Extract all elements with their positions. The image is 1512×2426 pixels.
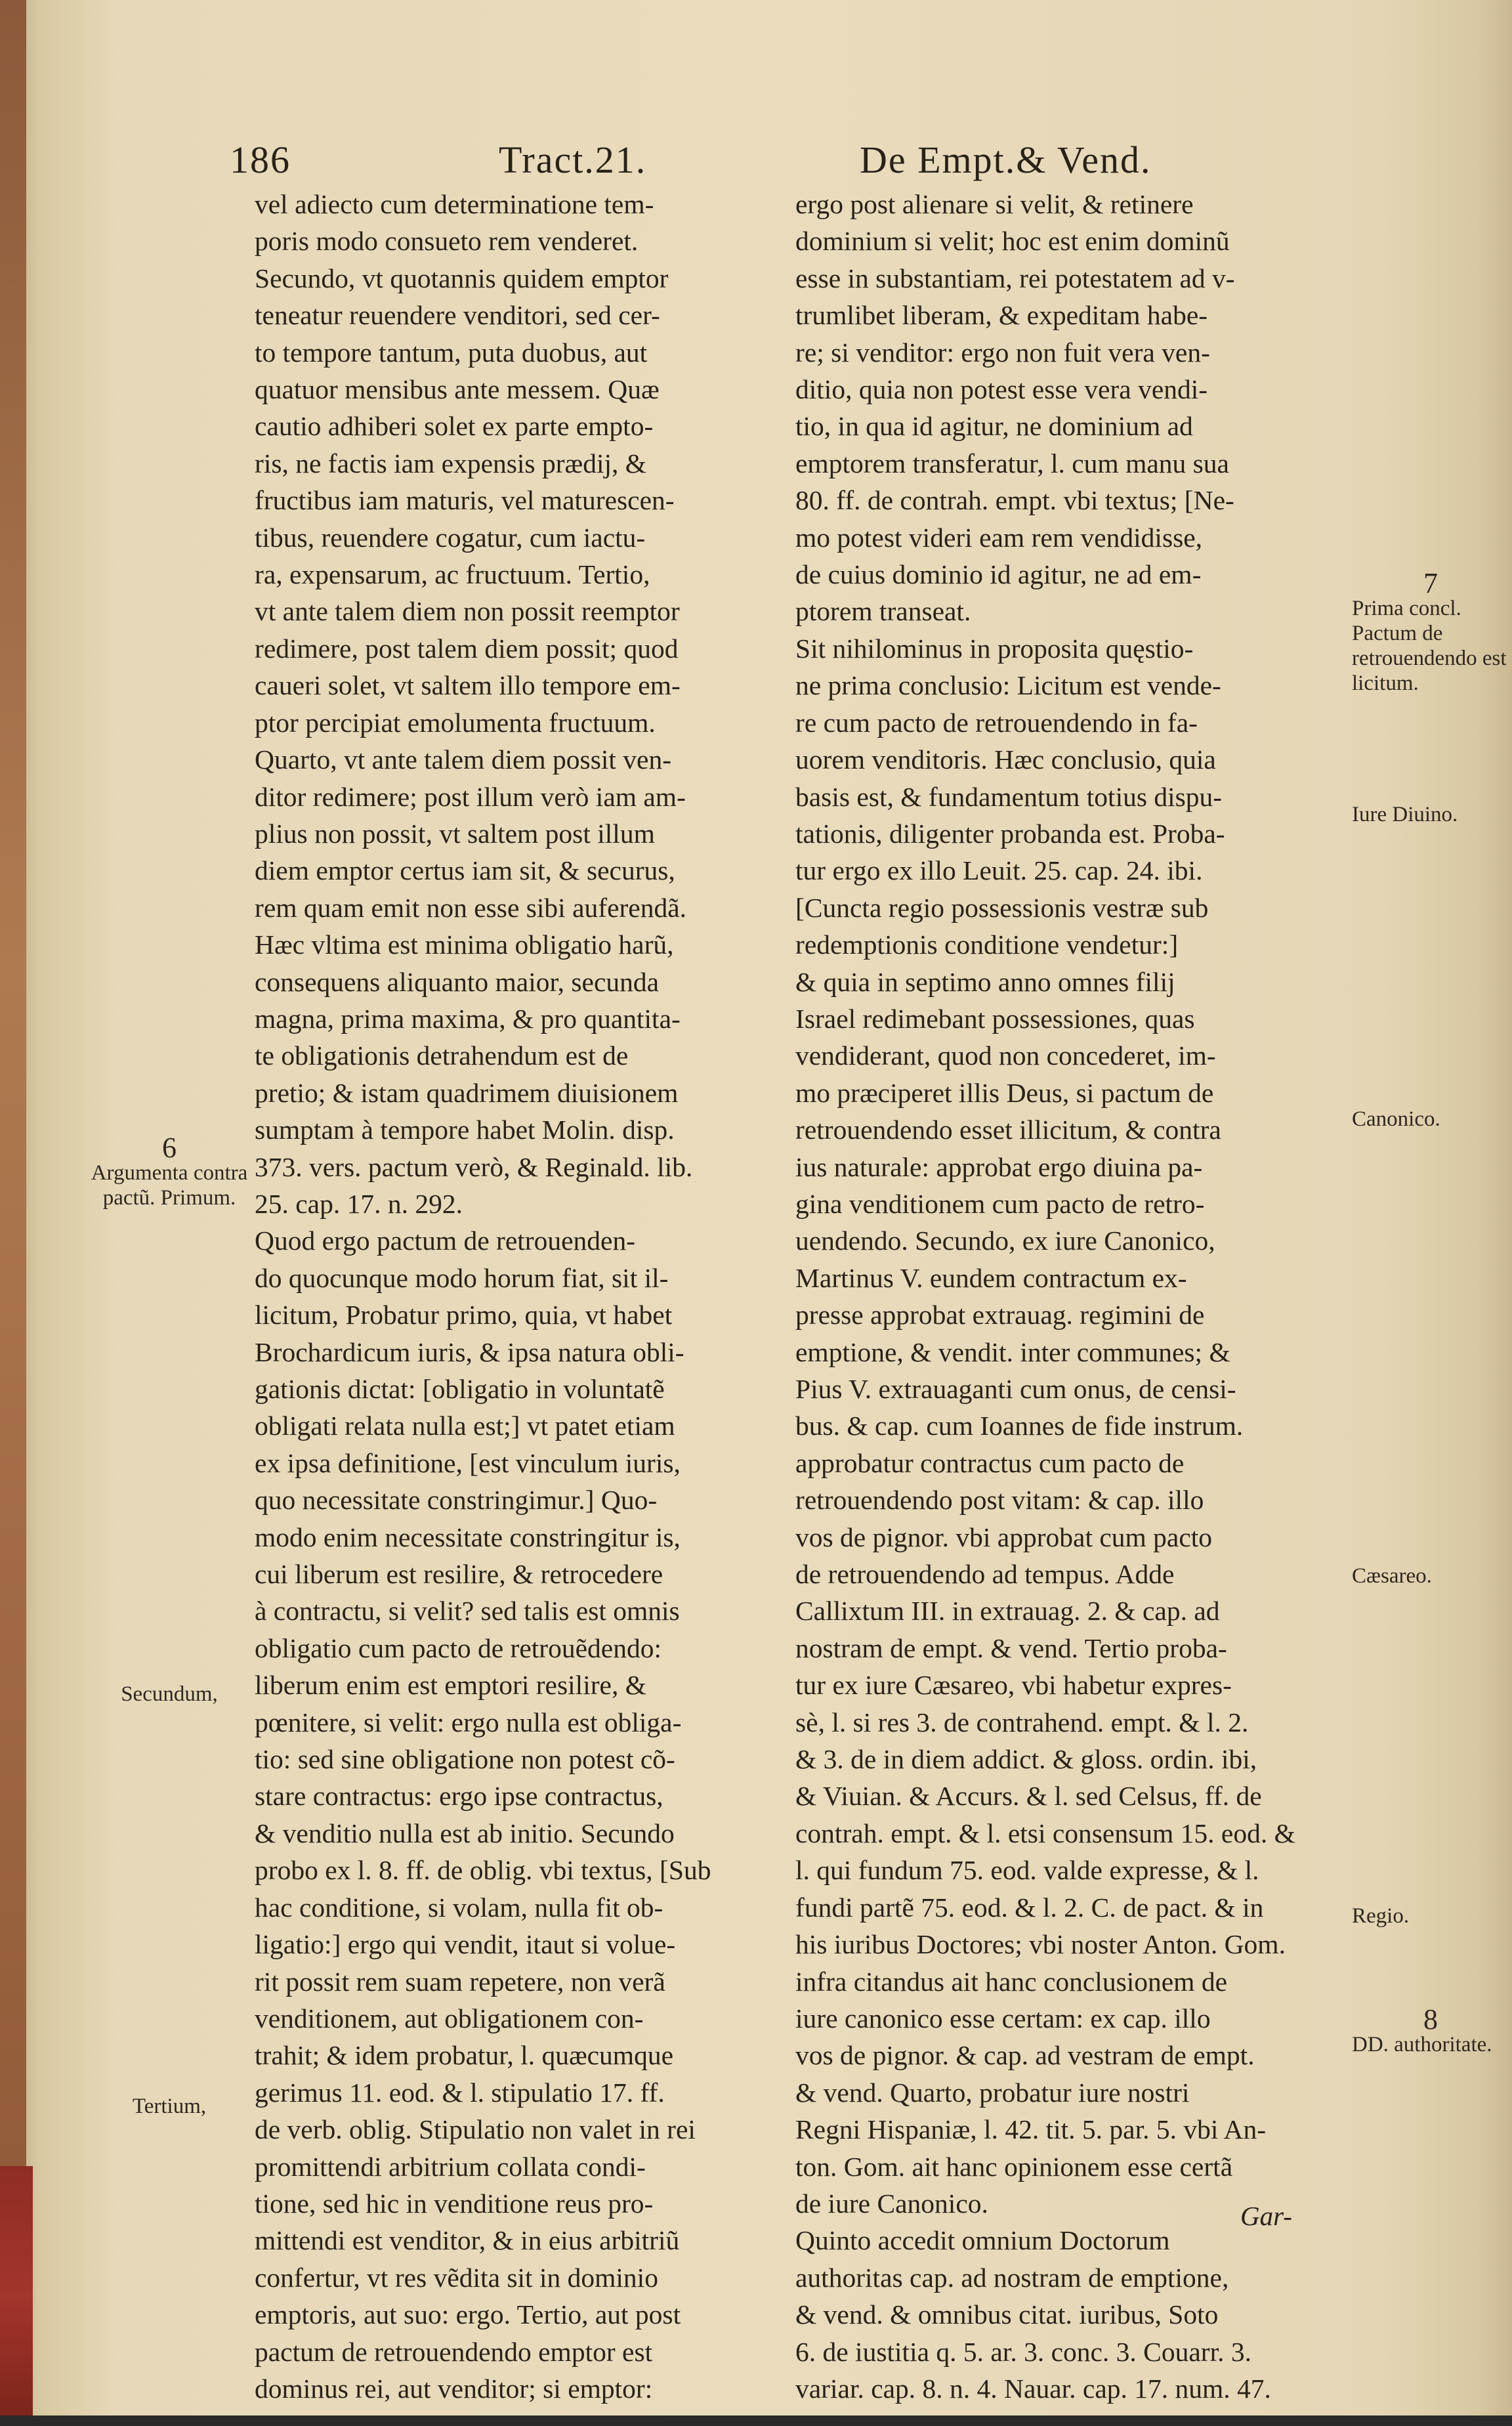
text-line: cautio adhiberi solet ex parte empto- — [255, 411, 654, 442]
text-line: 6. de iustitia q. 5. ar. 3. conc. 3. Couarr. 3. — [795, 2336, 1252, 2367]
text-line: mittendi est venditor, & in eius arbitriũ — [255, 2225, 680, 2256]
text-line: obligati relata nulla est;] vt patet etiam — [255, 1411, 675, 1441]
text-line: sè, l. si res 3. de contrahend. empt. & l. 2. — [795, 1707, 1249, 1737]
text-line: 80. ff. de contrah. empt. vbi textus; [Ne- — [795, 485, 1234, 516]
text-line: probo ex l. 8. ff. de oblig. vbi textus, [Sub — [255, 1855, 711, 1886]
text-line: Pius V. extrauaganti cum onus, de censi- — [795, 1374, 1236, 1404]
page-number: 186 — [230, 138, 291, 181]
text-line: modo enim necessitate constringitur is, — [255, 1522, 681, 1552]
text-line: [Cuncta regio possessionis vestræ sub — [795, 892, 1209, 923]
text-line: ius naturale: approbat ergo diuina pa- — [795, 1151, 1203, 1182]
text-line: & vend. Quarto, probatur iure nostri — [795, 2077, 1190, 2108]
text-line: uorem venditoris. Hæc conclusio, quia — [795, 744, 1216, 775]
bottom-border — [0, 2415, 1512, 2426]
text-line: vel adiecto cum determinatione tem- — [255, 189, 654, 219]
text-line: ditio, quia non potest esse vera vendi- — [795, 374, 1208, 405]
text-line: & venditio nulla est ab initio. Secundo — [255, 1818, 675, 1848]
text-line: authoritas cap. ad nostram de emptione, — [795, 2262, 1229, 2293]
text-line: to tempore tantum, puta duobus, aut — [255, 337, 648, 368]
margin-note-number: 6 — [162, 1132, 177, 1164]
text-line: de retrouendendo ad tempus. Adde — [795, 1559, 1175, 1590]
text-line: vos de pignor. & cap. ad vestram de empt. — [795, 2040, 1255, 2071]
text-line: teneatur reuendere venditori, sed cer- — [255, 300, 660, 331]
text-line: Secundo, vt quotannis quidem emptor — [255, 263, 669, 293]
text-line: tur ergo ex illo Leuit. 25. cap. 24. ibi. — [795, 855, 1203, 886]
margin-note-canonico: Canonico. — [1352, 1107, 1440, 1131]
text-line: ton. Gom. ait hanc opinionem esse certã — [795, 2151, 1233, 2182]
text-line: de cuius dominio id agitur, ne ad em- — [795, 559, 1202, 590]
page-header — [230, 138, 1450, 184]
text-line: 25. cap. 17. n. 292. — [255, 1188, 463, 1219]
text-line: redemptionis conditione vendetur:] — [795, 929, 1179, 960]
text-line: do quocunque modo horum fiat, sit il- — [255, 1262, 669, 1293]
text-line: & vend. & omnibus citat. iuribus, Soto — [795, 2299, 1219, 2330]
right-text-column — [795, 186, 1347, 2407]
text-line: ptorem transeat. — [795, 596, 971, 627]
text-line: rem quam emit non esse sibi auferendã. — [255, 892, 687, 923]
margin-note-tertium: Tertium, — [132, 2095, 207, 2118]
running-head-right: De Empt.& Vend. — [860, 138, 1152, 181]
text-line: infra citandus ait hanc conclusionem de — [795, 1966, 1228, 1997]
text-line: diem emptor certus iam sit, & securus, — [255, 855, 675, 886]
text-line: approbatur contractus cum pacto de — [795, 1447, 1185, 1478]
text-line: confertur, vt res vẽdita sit in dominio — [255, 2262, 658, 2293]
text-line: tio, in qua id agitur, ne dominium ad — [795, 411, 1193, 442]
text-line: consequens aliquanto maior, secunda — [255, 966, 660, 997]
text-line: quo necessitate constringimur.] Quo- — [255, 1485, 658, 1516]
margin-note-caesareo: Cæsareo. — [1352, 1564, 1432, 1588]
text-line: dominium si velit; hoc est enim dominũ — [795, 226, 1230, 257]
margin-note-6 — [91, 1132, 248, 1210]
text-line: Brochardicum iuris, & ipsa natura obli- — [255, 1336, 684, 1367]
text-line: sumptam à tempore habet Molin. disp. — [255, 1115, 675, 1145]
text-line: esse in substantiam, rei potestatem ad v- — [795, 263, 1235, 293]
text-line: ligatio:] ergo qui vendit, itaut si volue- — [255, 1929, 676, 1960]
text-line: trumlibet liberam, & expeditam habe- — [795, 300, 1208, 331]
text-line: quatuor mensibus ante messem. Quæ — [255, 374, 660, 405]
running-head-left: Tract.21. — [499, 138, 647, 181]
text-line: magna, prima maxima, & pro quantita- — [255, 1003, 681, 1034]
text-line: basis est, & fundamentum totius dispu- — [795, 781, 1223, 812]
text-line: re cum pacto de retrouendendo in fa- — [795, 707, 1198, 738]
text-line: & quia in septimo anno omnes filij — [795, 966, 1175, 997]
text-line: emptorem transferatur, l. cum manu sua — [795, 448, 1229, 479]
text-line: bus. & cap. cum Ioannes de fide instrum. — [795, 1411, 1244, 1441]
text-line: tationis, diligenter probanda est. Proba- — [795, 818, 1225, 849]
margin-note-text: Argumenta contra pactũ. Primum. — [91, 1161, 248, 1210]
text-line: ne prima conclusio: Licitum est vende- — [795, 670, 1221, 701]
text-line: & 3. de in diem addict. & gloss. ordin. ibi, — [795, 1744, 1257, 1775]
text-line: pœnitere, si velit: ergo nulla est obliga- — [255, 1707, 682, 1737]
text-line: gationis dictat: [obligatio in voluntatẽ — [255, 1374, 665, 1404]
red-binding-corner — [0, 2166, 33, 2426]
text-line: retrouendendo esset illicitum, & contra — [795, 1115, 1221, 1145]
text-line: cui liberum est resilire, & retrocedere — [255, 1559, 663, 1590]
text-line: de verb. oblig. Stipulatio non valet in rei — [255, 2114, 696, 2145]
text-line: emptoris, aut suo: ergo. Tertio, aut post — [255, 2299, 681, 2330]
text-line: mo potest videri eam rem vendidisse, — [795, 522, 1203, 553]
text-line: re; si venditor: ergo non fuit vera ven- — [795, 337, 1210, 368]
text-line: pactum de retrouendendo emptor est — [255, 2336, 653, 2367]
text-line: contrah. empt. & l. etsi consensum 15. eod. & — [795, 1818, 1295, 1848]
catchword: Gar- — [1240, 2201, 1292, 2231]
text-line: Regni Hispaniæ, l. 42. tit. 5. par. 5. vbi An- — [795, 2114, 1267, 2145]
text-line: dominus rei, aut venditor; si emptor: — [255, 2373, 653, 2404]
text-line: de iure Canonico. — [795, 2188, 988, 2219]
text-line: his iuribus Doctores; vbi noster Anton. Gom. — [795, 1929, 1286, 1960]
text-line: licitum, Probatur primo, quia, vt habet — [255, 1300, 673, 1330]
text-line: venditionem, aut obligationem con- — [255, 2003, 644, 2033]
text-line: Quinto accedit omnium Doctorum — [795, 2225, 1170, 2256]
text-line: te obligationis detrahendum est de — [255, 1040, 629, 1071]
text-line: rit possit rem suam repetere, non verã — [255, 1966, 665, 1997]
text-line: gina venditionem cum pacto de retro- — [795, 1188, 1205, 1219]
book-binding-edge — [0, 0, 26, 2426]
text-line: Callixtum III. in extrauag. 2. & cap. ad — [795, 1596, 1220, 1627]
text-line: tio: sed sine obligatione non potest cõ- — [255, 1744, 675, 1775]
text-line: l. qui fundum 75. eod. valde expresse, & l. — [795, 1855, 1259, 1886]
text-line: vendiderant, quod non concederet, im- — [795, 1040, 1216, 1071]
margin-note-text: Prima concl. Pactum de retrouendendo est licitum. — [1352, 597, 1507, 695]
text-line: ris, ne factis iam expensis prædij, & — [255, 448, 647, 479]
text-line: Sit nihilominus in proposita quęstio- — [795, 633, 1194, 664]
text-line: 373. vers. pactum verò, & Reginald. lib. — [255, 1151, 693, 1182]
margin-note-regio: Regio. — [1352, 1904, 1410, 1928]
text-line: tione, sed hic in venditione reus pro- — [255, 2188, 654, 2219]
text-line: vt ante talem diem non possit reemptor — [255, 596, 680, 627]
text-line: mo præciperet illis Deus, si pactum de — [795, 1077, 1214, 1108]
text-line: Israel redimebant possessiones, quas — [795, 1003, 1195, 1034]
text-line: stare contractus: ergo ipse contractus, — [255, 1781, 663, 1812]
text-line: variar. cap. 8. n. 4. Nauar. cap. 17. num. 47. — [795, 2373, 1271, 2404]
text-line: Martinus V. eundem contractum ex- — [795, 1262, 1187, 1293]
margin-note-8 — [1352, 2003, 1509, 2057]
text-line: Quod ergo pactum de retrouenden- — [255, 1225, 636, 1256]
text-line: presse approbat extrauag. regimini de — [795, 1300, 1205, 1330]
text-line: tibus, reuendere cogatur, cum iactu- — [255, 522, 646, 553]
margin-note-secundum: Secundum, — [121, 1682, 218, 1706]
text-line: ra, expensarum, ac fructuum. Tertio, — [255, 559, 650, 590]
text-line: liberum enim est emptori resilire, & — [255, 1670, 646, 1701]
text-line: plius non possit, vt saltem post illum — [255, 818, 655, 849]
margin-note-7 — [1352, 567, 1509, 696]
text-line: retrouendendo post vitam: & cap. illo — [795, 1485, 1204, 1516]
left-text-column — [255, 186, 785, 2407]
text-line: hac conditione, si volam, nulla fit ob- — [255, 1892, 663, 1923]
text-line: nostram de empt. & vend. Tertio proba- — [795, 1632, 1227, 1663]
text-line: Hæc vltima est minima obligatio harũ, — [255, 929, 674, 960]
margin-note-number: 8 — [1423, 2003, 1438, 2035]
text-line: vos de pignor. vbi approbat cum pacto — [795, 1522, 1213, 1552]
text-line: fundi partẽ 75. eod. & l. 2. C. de pact. & in — [795, 1892, 1264, 1923]
margin-note-iure-diuino: Iure Diuino. — [1352, 803, 1458, 826]
text-line: iure canonico esse certam: ex cap. illo — [795, 2003, 1211, 2033]
text-line: gerimus 11. eod. & l. stipulatio 17. ff. — [255, 2077, 665, 2108]
text-line: trahit; & idem probatur, l. quæcumque — [255, 2040, 674, 2071]
text-line: à contractu, si velit? sed talis est omnis — [255, 1596, 680, 1627]
text-line: & Viuian. & Accurs. & l. sed Celsus, ff. de — [795, 1781, 1262, 1812]
margin-note-text: DD. authoritate. — [1352, 2033, 1492, 2056]
text-line: ergo post alienare si velit, & retinere — [795, 189, 1194, 219]
text-line: emptione, & vendit. inter communes; & — [795, 1336, 1230, 1367]
text-line: redimere, post talem diem possit; quod — [255, 633, 679, 664]
text-line: ditor redimere; post illum verò iam am- — [255, 781, 686, 812]
text-line: Quarto, vt ante talem diem possit ven- — [255, 744, 672, 775]
text-line: ex ipsa definitione, [est vinculum iuris, — [255, 1447, 681, 1478]
margin-note-number: 7 — [1423, 567, 1438, 599]
text-line: obligatio cum pacto de retrouẽdendo: — [255, 1632, 662, 1663]
text-line: uendendo. Secundo, ex iure Canonico, — [795, 1225, 1215, 1256]
text-line: pretio; & istam quadrimem diuisionem — [255, 1077, 679, 1108]
text-line: ptor percipiat emolumenta fructuum. — [255, 707, 656, 738]
text-line: tur ex iure Cæsareo, vbi habetur expres- — [795, 1670, 1232, 1701]
text-line: poris modo consueto rem venderet. — [255, 226, 639, 257]
text-line: caueri solet, vt saltem illo tempore em- — [255, 670, 681, 701]
text-line: promittendi arbitrium collata condi- — [255, 2151, 646, 2182]
text-line: fructibus iam maturis, vel maturescen- — [255, 485, 675, 516]
